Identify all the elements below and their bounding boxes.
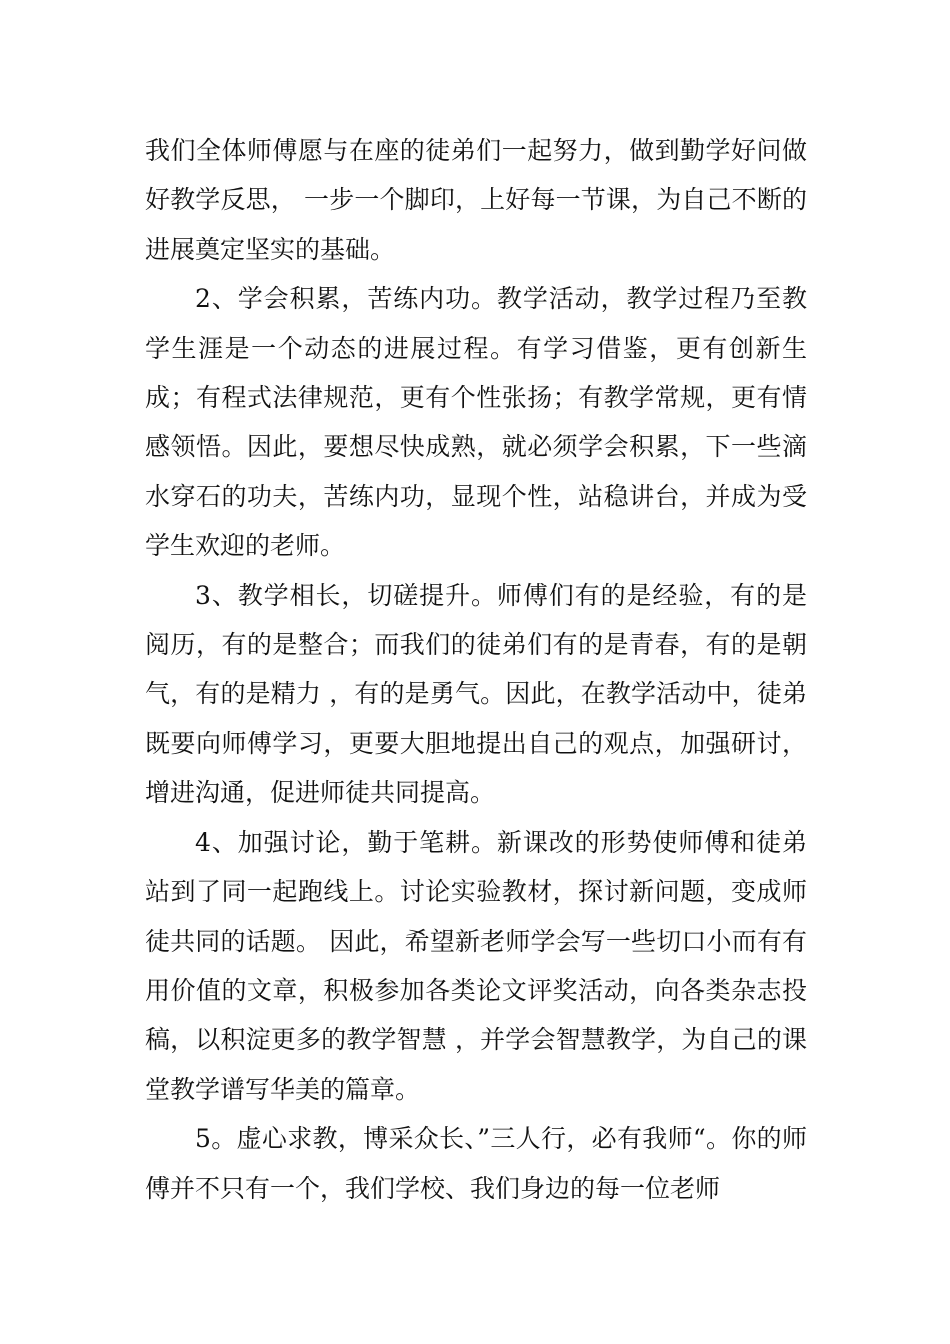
paragraph-point-3: 3、教学相长，切磋提升。师傅们有的是经验，有的是阅历，有的是整合；而我们的徒弟们有的是青春，有的是朝气，有的是精力 ，有的是勇气。因此，在教学活动中，徒弟既要向师傅学习，更要大胆地提出自己的观点，加强研讨，增进沟通，促进师徒共同提高。: [145, 580, 807, 808]
paragraph-point-4: 4、加强讨论，勤于笔耕。新课改的形势使师傅和徒弟站到了同一起跑线上。讨论实验教材，探讨新问题，变成师徒共同的话题。 因此，希望新老师学会写一些切口小而有有用价值的文章，积极参加各类论文评奖活动，向各类杂志投稿，以积淀更多的教学智慧 ，并学会智慧教学，为自己的课堂教学谱写华美的篇章。: [145, 827, 807, 1104]
paragraph-point-5: 5。虚心求教，博采众长、”三人行，必有我师“。你的师傅并不只有一个，我们学校、我们身边的每一位老师: [145, 1124, 807, 1203]
document-body: [145, 126, 807, 1213]
paragraph-continuation: 我们全体师傅愿与在座的徒弟们一起努力，做到勤学好问做好教学反思， 一步一个脚印，上好每一节课，为自己不断的进展奠定坚实的基础。: [145, 136, 807, 264]
paragraph-point-2: 2、学会积累，苦练内功。教学活动，教学过程乃至教学生涯是一个动态的进展过程。有学习借鉴，更有创新生成；有程式法律规范，更有个性张扬；有教学常规，更有情感领悟。因此，要想尽快成熟，就必须学会积累，下一些滴水穿石的功夫，苦练内功，显现个性，站稳讲台，并成为受学生欢迎的老师。: [145, 284, 807, 561]
